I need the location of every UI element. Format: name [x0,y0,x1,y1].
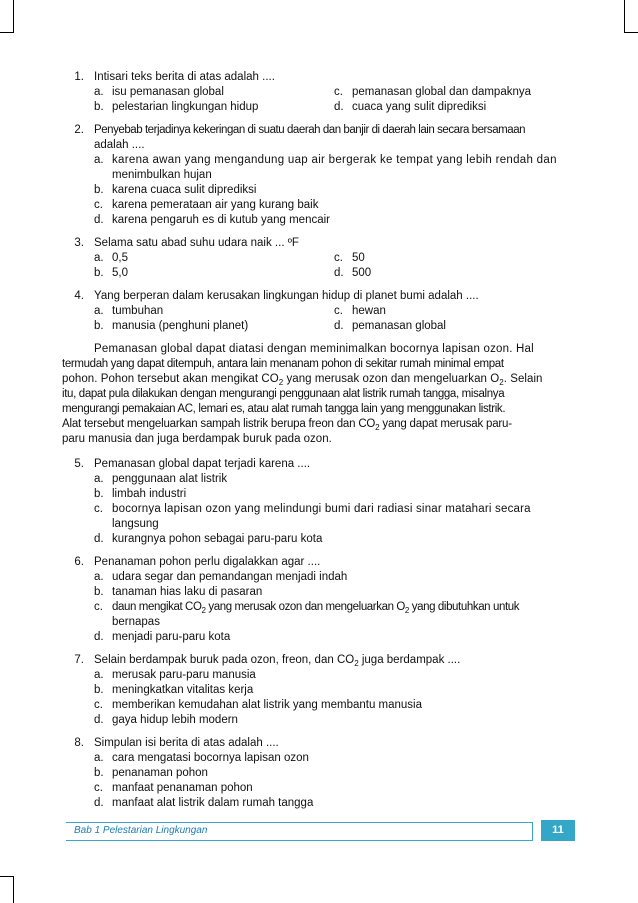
option-a: udara segar dan pemandangan menjadi indah [112,571,348,583]
question-text: Intisari teks berita di atas adalah .... [94,71,275,83]
option-b: tanaman hias laku di pasaran [112,586,263,598]
question-text: Simpulan isi berita di atas adalah .... [94,737,279,749]
crop-mark [13,876,14,903]
option-a: penggunaan alat listrik [112,473,228,485]
option-d: karena pengaruh es di kutub yang mencair [112,214,331,226]
option-a: cara mengatasi bocornya lapisan ozon [112,752,309,764]
chapter-title: Bab 1 Pelestarian Lingkungan [74,825,208,836]
question-7: 7. Selain berdampak buruk pada ozon, freon, dan $CO_2$ juga berdampak .... a. merusak paru-paru manusia b. meningkatkan vitalitas kerja c. memberikan kemudahan alat listrik yang membantu manusia d. gaya hidup lebih modern [66,653,574,728]
option-c: hewan [352,305,386,317]
option-d: gaya hidup lebih modern [112,714,238,726]
question-number: 1. [74,71,84,83]
question-8: 8. Simpulan isi berita di atas adalah .... a. cara mengatasi bocornya lapisan ozon b. penanaman pohon c. manfaat penanaman pohon d. manfaat alat listrik dalam rumah tangga [66,736,574,811]
question-number: 6. [74,556,84,568]
option-c-cont: bernapas [112,616,160,628]
option-c-cont: langsung [112,518,159,530]
question-5: 5. Pemanasan global dapat terjadi karena .... a. penggunaan alat listrik b. limbah industri c. bocornya lapisan ozon yang melindungi bumi dari radiasi sinar matahari secara langsung d. kurangnya pohon sebagai paru-paru kota [66,457,574,547]
question-3: 3. Selama satu abad suhu udara naik ... ºF a. 0,5 c. 50 b. 5,0 d. 500 [66,236,574,281]
page-content [62,70,574,819]
option-a: tumbuhan [112,305,164,317]
question-text: Selain berdampak buruk pada ozon, freon, dan $CO_2$ juga berdampak .... [94,654,461,668]
option-c: pemanasan global dan dampaknya [352,86,532,98]
question-6: 6. Penanaman pohon perlu digalakkan agar .... a. udara segar dan pemandangan menjadi indah b. tanaman hias laku di pasaran c. daun mengikat $CO_2$ yang merusak ozon dan mengeluarkan $O_2$ yang dibutuhkan untuk bernapas d. menjadi paru-paru kota [66,555,574,645]
option-a: 0,5 [112,252,128,264]
question-number: 5. [74,458,84,470]
option-a: isu pemanasan global [112,86,224,98]
option-a-cont: menimbulkan hujan [112,169,212,181]
crop-mark [13,0,14,32]
question-number: 2. [74,124,84,136]
option-b: penanaman pohon [112,767,208,779]
crop-mark [0,876,14,877]
option-b: 5,0 [112,267,128,279]
footer-bar [66,822,533,841]
option-b: meningkatkan vitalitas kerja [112,684,254,696]
option-b: manusia (penghuni planet) [112,320,249,332]
option-d: manfaat alat listrik dalam rumah tangga [112,797,314,809]
option-c: memberikan kemudahan alat listrik yang membantu manusia [112,699,423,711]
question-text: Yang berperan dalam kerusakan lingkungan hidup di planet bumi adalah .... [94,290,479,302]
option-b: limbah industri [112,488,187,500]
option-b: pelestarian lingkungan hidup [112,101,259,113]
option-d: cuaca yang sulit diprediksi [352,101,487,113]
question-text: Penanaman pohon perlu digalakkan agar .... [94,556,321,568]
question-number: 8. [74,737,84,749]
question-number: 4. [74,290,84,302]
option-c: 50 [352,252,365,264]
option-d: pemanasan global [352,320,446,332]
option-c: daun mengikat $CO_2$ yang merusak ozon dan mengeluarkan $O_2$ yang dibutuhkan untuk [112,601,520,615]
option-c: bocornya lapisan ozon yang melindungi bumi dari radiasi sinar matahari secara [112,503,531,515]
crop-mark [0,32,14,33]
option-b: karena cuaca sulit diprediksi [112,184,257,196]
option-d: 500 [352,267,372,279]
option-c: manfaat penanaman pohon [112,782,253,794]
question-text: Pemanasan global dapat terjadi karena .... [94,458,311,470]
question-4: 4. Yang berperan dalam kerusakan lingkungan hidup di planet bumi adalah .... a. tumbuhan c. hewan b. manusia (penghuni planet) d. pemanasan global [66,289,574,334]
crop-mark [624,32,638,33]
question-text: Penyebab terjadinya kekeringan di suatu daerah dan banjir di daerah lain secara bersamaan [94,124,526,136]
option-a: merusak paru-paru manusia [112,669,256,681]
reading-paragraph: Pemanasan global dapat diatasi dengan meminimalkan bocornya lapisan ozon. Hal termudah yang dapat ditempuh, antara lain menanam pohon di sekitar rumah minimal empat pohon. Pohon tersebut akan mengikat $CO_2$ yang merusak ozon dan mengeluarkan $O_2$. Selain itu, dapat pula dilakukan dengan mengurangi penggunaan alat listrik rumah tangga, misalnya mengurangi pemakaian AC, lemari es, atau alat rumah tangga lain yang menggunakan listrik. Alat tersebut mengeluarkan sampah listrik berupa freon dan $CO_2$ yang dapat merusak paru- paru manusia dan juga berdampak buruk pada ozon. [62,343,543,445]
option-d: kurangnya pohon sebagai paru-paru kota [112,533,323,545]
option-a: karena awan yang mengandung uap air bergerak ke tempat yang lebih rendah dan [112,154,557,166]
question-text: Selama satu abad suhu udara naik ... ºF [94,237,299,249]
question-text: adalah .... [94,139,145,151]
crop-mark [624,0,625,32]
option-d: menjadi paru-paru kota [112,631,231,643]
question-number: 7. [74,654,84,666]
question-number: 3. [74,237,84,249]
question-1: 1. Intisari teks berita di atas adalah .... a. isu pemanasan global c. pemanasan global dan dampaknya b. pelestarian lingkungan hidup d. cuaca yang sulit diprediksi [66,70,574,115]
page-number: 11 [541,820,575,841]
option-c: karena pemerataan air yang kurang baik [112,199,319,211]
question-2: 2. Penyebab terjadinya kekeringan di suatu daerah dan banjir di daerah lain secara bersamaan adalah .... a. karena awan yang mengandung uap air bergerak ke tempat yang lebih rendah dan menimbulkan hujan b. karena cuaca sulit diprediksi c. karena pemerataan air yang kurang baik d. karena pengaruh es di kutub yang mencair [66,123,574,228]
